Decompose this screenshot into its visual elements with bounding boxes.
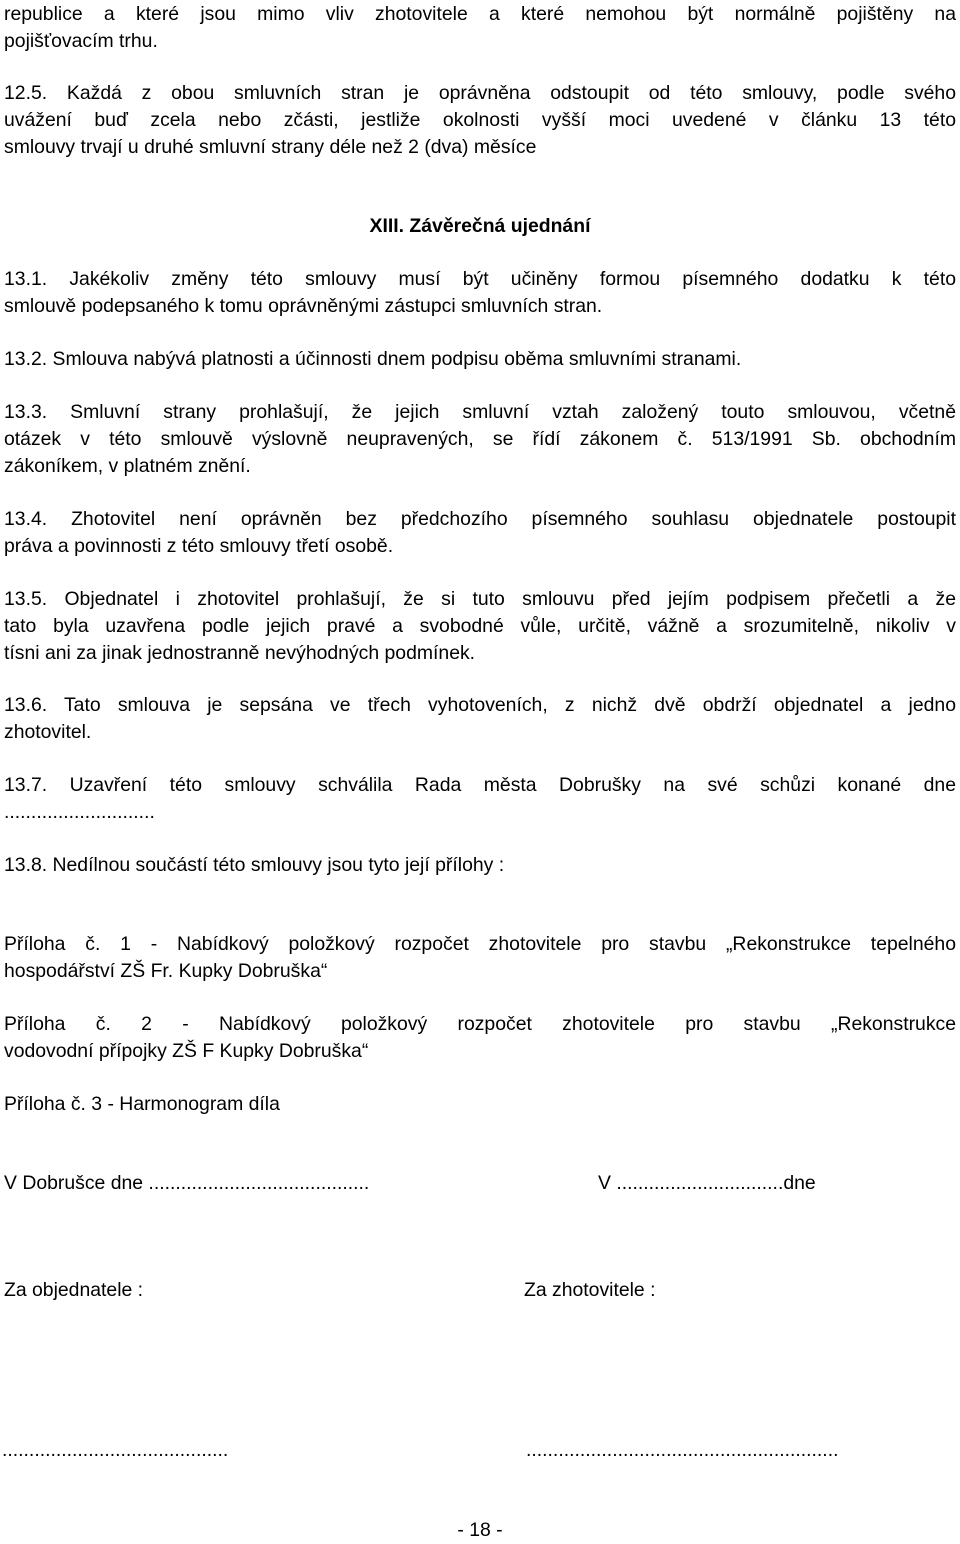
clause-13-6 [4, 692, 956, 746]
text-line: zhotovitel. [4, 721, 92, 743]
annex-3: Příloha č. 3 - Harmonogram díla [4, 1093, 280, 1115]
text-line: 12.5. Každá z obou smluvních stran je oprávněna odstoupit od této smlouvy, podle svého [4, 82, 956, 104]
clause-13-1 [4, 266, 956, 320]
text-line: ............................ [4, 801, 155, 823]
signing-party-left: Za objednatele : [4, 1279, 144, 1301]
intro-paragraph [4, 1, 956, 55]
text-line: hospodářství ZŠ Fr. Kupky Dobruška“ [4, 960, 328, 982]
page-number: - 18 - [457, 1519, 503, 1541]
text-line: tato byla uzavřena podle jejich pravé a svobodné vůle, určitě, vážně a srozumitelně, nikoliv v [4, 615, 956, 637]
signature-line-left: .......................................... [2, 1439, 229, 1461]
text-line: uvážení buď zcela nebo zčásti, jestliže okolnosti vyšší moci uvedené v článku 13 této [4, 109, 956, 131]
clause-13-8: 13.8. Nedílnou součástí této smlouvy jsou tyto její přílohy : [4, 854, 505, 876]
signature-line-right: .......................................................... [526, 1439, 839, 1461]
text-line: smlouvě podepsaného k tomu oprávněnými zástupci smluvních stran. [4, 295, 603, 317]
text-line: 13.7. Uzavření této smlouvy schválila Rada města Dobrušky na své schůzi konané dne [4, 774, 956, 796]
clause-12-5 [4, 80, 956, 161]
clause-13-5 [4, 586, 956, 667]
text-line: práva a povinnosti z této smlouvy třetí osobě. [4, 535, 394, 557]
text-line: 13.3. Smluvní strany prohlašují, že jejich smluvní vztah založený touto smlouvou, včetně [4, 401, 956, 423]
text-line: pojišťovacím trhu. [4, 30, 158, 52]
text-line: smlouvy trvají u druhé smluvní strany déle než 2 (dva) měsíce [4, 136, 537, 158]
clause-13-4 [4, 506, 956, 560]
signing-place-left: V Dobrušce dne ......................................... [4, 1172, 370, 1194]
clause-13-2: 13.2. Smlouva nabývá platnosti a účinnosti dnem podpisu oběma smluvními stranami. [4, 348, 742, 370]
text-line: 13.1. Jakékoliv změny této smlouvy musí být učiněny formou písemného dodatku k této [4, 268, 956, 290]
text-line: 13.5. Objednatel i zhotovitel prohlašují, že si tuto smlouvu před jejím podpisem přečetli a že [4, 588, 956, 610]
text-line: Příloha č. 1 - Nabídkový položkový rozpočet zhotovitele pro stavbu „Rekonstrukce tepelného [4, 933, 956, 955]
clause-13-3 [4, 399, 956, 480]
clause-13-7 [4, 772, 956, 826]
text-line: Příloha č. 2 - Nabídkový položkový rozpočet zhotovitele pro stavbu „Rekonstrukce [4, 1013, 956, 1035]
text-line: tísni ani za jinak jednostranně nevýhodných podmínek. [4, 642, 476, 664]
signing-party-right: Za zhotovitele : [524, 1279, 656, 1301]
text-line: otázek v této smlouvě výslovně neupravených, se řídí zákonem č. 513/1991 Sb. obchodním [4, 428, 956, 450]
annex-1 [4, 931, 956, 985]
signing-place-right: V ...............................dne [598, 1172, 816, 1194]
section-heading: XIII. Závěrečná ujednání [369, 215, 591, 237]
text-line: vodovodní přípojky ZŠ F Kupky Dobruška“ [4, 1040, 369, 1062]
text-line: republice a které jsou mimo vliv zhotovitele a které nemohou být normálně pojištěny na [4, 3, 956, 25]
annex-2 [4, 1011, 956, 1065]
text-line: zákoníkem, v platném znění. [4, 455, 251, 477]
text-line: 13.6. Tato smlouva je sepsána ve třech vyhotoveních, z nichž dvě obdrží objednatel a jedno [4, 694, 956, 716]
text-line: 13.4. Zhotovitel není oprávněn bez předchozího písemného souhlasu objednatele postoupit [4, 508, 956, 530]
